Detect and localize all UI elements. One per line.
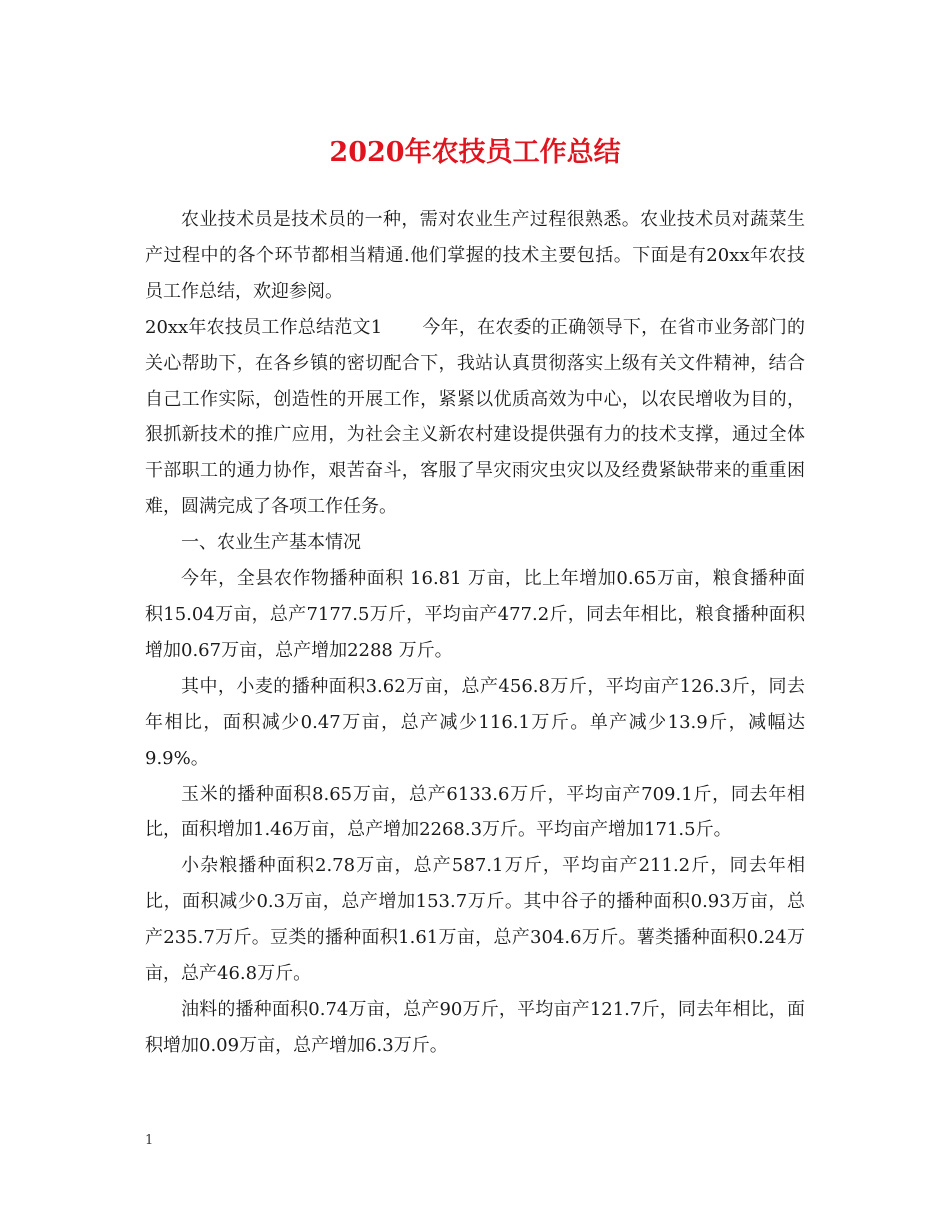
paragraph-wheat: 其中，小麦的播种面积3.62万亩，总产456.8万斤，平均亩产126.3斤，同去年相比，面积减少0.47万亩，总产减少116.1万斤。单产减少13.9斤，减幅达9.9%。 (145, 675, 805, 769)
document-title: 2020年农技员工作总结 (329, 137, 621, 168)
section-paragraph (145, 310, 805, 525)
intro-paragraph: 农业技术员是技术员的一种，需对农业生产过程很熟悉。农业技术员对蔬菜生产过程中的各个环节都相当精通.他们掌握的技术主要包括。下面是有20xx年农技员工作总结，欢迎参阅。 (145, 209, 805, 302)
section-lead: 今年，在农委的正确领导下，在省市业务部门的关心帮助下，在各乡镇的密切配合下，我站认真贯彻落实上级有关文件精神，结合自己工作实际，创造性的开展工作，紧紧以优质高效为中心，以农民增收为目的，狠抓新技术的推广应用，为社会主义新农村建设提供强有力的技术支撑，通过全体干部职工的通力协作，艰苦奋斗，客服了旱灾雨灾虫灾以及经费紧缺带来的重重困难，圆满完成了各项工作任务。 (145, 316, 805, 518)
paragraph-oil-crops: 油料的播种面积0.74万亩，总产90万斤，平均亩产121.7斤，同去年相比，面积增加0.09万亩，总产增加6.3万斤。 (145, 998, 805, 1056)
page-number: 1 (145, 1133, 154, 1148)
section-heading: 20xx年农技员工作总结范文1 (145, 316, 383, 338)
subheading: 一、农业生产基本情况 (181, 532, 361, 554)
paragraph-minor-grains: 小杂粮播种面积2.78万亩，总产587.1万斤，平均亩产211.2斤，同去年相比，面积减少0.3万亩，总产增加153.7万斤。其中谷子的播种面积0.93万亩，总产235.7万斤。豆类的播种面积1.61万亩，总产304.6万斤。薯类播种面积0.24万亩，总产46.8万斤。 (145, 855, 805, 985)
paragraph-corn: 玉米的播种面积8.65万亩，总产6133.6万斤，平均亩产709.1斤，同去年相比，面积增加1.46万亩，总产增加2268.3万斤。平均亩产增加171.5斤。 (145, 783, 805, 841)
paragraph-overview: 今年，全县农作物播种面积 16.81 万亩，比上年增加0.65万亩，粮食播种面积15.04万亩，总产7177.5万斤，平均亩产477.2斤，同去年相比，粮食播种面积增加0.67万亩，总产增加2288 万斤。 (145, 568, 805, 661)
document-body (145, 202, 805, 1064)
